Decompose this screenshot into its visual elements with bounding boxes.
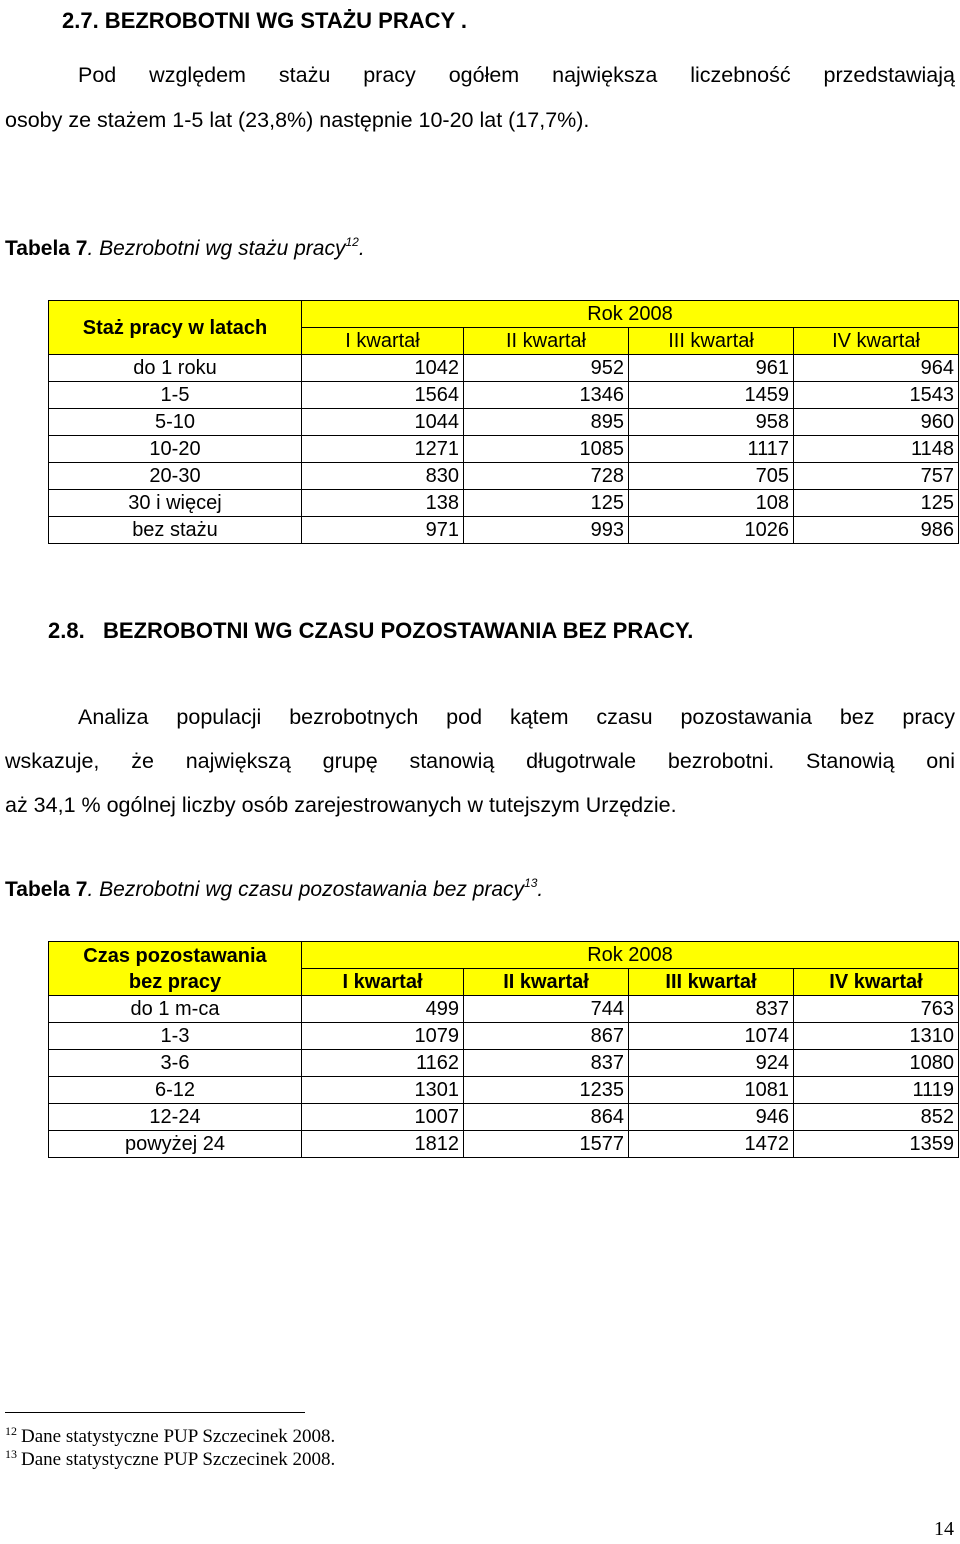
row-label: 3-6 bbox=[49, 1050, 302, 1077]
table-row bbox=[49, 409, 959, 436]
table-row bbox=[49, 463, 959, 490]
cell-value: 1301 bbox=[302, 1077, 464, 1104]
cell-value: 1235 bbox=[464, 1077, 629, 1104]
column-header-q3: III kwartał bbox=[629, 969, 794, 996]
cell-value: 1085 bbox=[464, 436, 629, 463]
footnote-number: 13 bbox=[5, 1447, 17, 1461]
column-header-staz: Staż pracy w latach bbox=[49, 301, 302, 355]
section-2-8-paragraph-line-3: aż 34,1 % ogólnej liczby osób zarejestrowanych w tutejszym Urzędzie. bbox=[5, 793, 677, 817]
table-czas-pozostawania bbox=[48, 941, 959, 1158]
cell-value: 830 bbox=[302, 463, 464, 490]
cell-value: 1080 bbox=[794, 1050, 959, 1077]
cell-value: 837 bbox=[629, 996, 794, 1023]
cell-value: 1310 bbox=[794, 1023, 959, 1050]
table-row bbox=[49, 1131, 959, 1158]
table-row bbox=[49, 1104, 959, 1131]
table-row bbox=[49, 490, 959, 517]
table-row bbox=[49, 996, 959, 1023]
cell-value: 757 bbox=[794, 463, 959, 490]
table-7b-caption bbox=[5, 877, 543, 903]
cell-value: 958 bbox=[629, 409, 794, 436]
cell-value: 108 bbox=[629, 490, 794, 517]
cell-value: 1079 bbox=[302, 1023, 464, 1050]
row-label: 6-12 bbox=[49, 1077, 302, 1104]
caption-end: . bbox=[537, 878, 544, 901]
cell-value: 971 bbox=[302, 517, 464, 544]
cell-value: 125 bbox=[464, 490, 629, 517]
cell-value: 1543 bbox=[794, 382, 959, 409]
table-row bbox=[49, 1077, 959, 1104]
cell-value: 986 bbox=[794, 517, 959, 544]
paragraph-line: osoby ze stażem 1-5 lat (23,8%) następnie 10-20 lat (17,7%). bbox=[5, 108, 590, 132]
column-header-q4: IV kwartał bbox=[794, 969, 959, 996]
footnote-ref-13: 13 bbox=[524, 876, 538, 890]
table-row bbox=[49, 355, 959, 382]
column-header-q1: I kwartał bbox=[302, 328, 464, 355]
cell-value: 1044 bbox=[302, 409, 464, 436]
page-number: 14 bbox=[934, 1518, 954, 1540]
cell-value: 1119 bbox=[794, 1077, 959, 1104]
cell-value: 705 bbox=[629, 463, 794, 490]
table-row bbox=[49, 1050, 959, 1077]
section-heading-2-7: 2.7. BEZROBOTNI WG STAŻU PRACY . bbox=[62, 8, 467, 33]
cell-value: 1042 bbox=[302, 355, 464, 382]
column-header-q3: III kwartał bbox=[629, 328, 794, 355]
table-row bbox=[49, 436, 959, 463]
footnote-separator bbox=[5, 1412, 305, 1413]
row-label: do 1 roku bbox=[49, 355, 302, 382]
row-label: 5-10 bbox=[49, 409, 302, 436]
table-staz-pracy bbox=[48, 300, 959, 544]
table-row bbox=[49, 382, 959, 409]
caption-title: . Bezrobotni wg stażu pracy bbox=[87, 237, 346, 260]
cell-value: 1812 bbox=[302, 1131, 464, 1158]
footnote-12 bbox=[5, 1426, 335, 1448]
cell-value: 499 bbox=[302, 996, 464, 1023]
cell-value: 1026 bbox=[629, 517, 794, 544]
column-header-q4: IV kwartał bbox=[794, 328, 959, 355]
caption-label: Tabela 7 bbox=[5, 237, 88, 260]
footnote-text: Dane statystyczne PUP Szczecinek 2008. bbox=[21, 1449, 336, 1470]
column-header-year: Rok 2008 bbox=[302, 942, 959, 969]
row-label: 1-3 bbox=[49, 1023, 302, 1050]
caption-label: Tabela 7 bbox=[5, 878, 88, 901]
cell-value: 952 bbox=[464, 355, 629, 382]
table-7-caption bbox=[5, 236, 365, 262]
cell-value: 763 bbox=[794, 996, 959, 1023]
cell-value: 1007 bbox=[302, 1104, 464, 1131]
row-label: 10-20 bbox=[49, 436, 302, 463]
section-2-7-paragraph-cont bbox=[5, 100, 955, 140]
cell-value: 960 bbox=[794, 409, 959, 436]
cell-value: 1148 bbox=[794, 436, 959, 463]
cell-value: 867 bbox=[464, 1023, 629, 1050]
cell-value: 1074 bbox=[629, 1023, 794, 1050]
caption-title: . Bezrobotni wg czasu pozostawania bez pracy bbox=[87, 878, 525, 901]
column-header-czas-line-2: bez pracy bbox=[128, 970, 222, 993]
column-header-q2: II kwartał bbox=[464, 328, 629, 355]
footnote-number: 12 bbox=[5, 1424, 17, 1438]
cell-value: 1271 bbox=[302, 436, 464, 463]
column-header-czas bbox=[49, 942, 302, 996]
footnote-text: Dane statystyczne PUP Szczecinek 2008. bbox=[21, 1426, 336, 1447]
cell-value: 1081 bbox=[629, 1077, 794, 1104]
column-header-q1: I kwartał bbox=[302, 969, 464, 996]
cell-value: 1346 bbox=[464, 382, 629, 409]
row-label: 12-24 bbox=[49, 1104, 302, 1131]
cell-value: 125 bbox=[794, 490, 959, 517]
cell-value: 946 bbox=[629, 1104, 794, 1131]
cell-value: 728 bbox=[464, 463, 629, 490]
cell-value: 1472 bbox=[629, 1131, 794, 1158]
cell-value: 961 bbox=[629, 355, 794, 382]
cell-value: 138 bbox=[302, 490, 464, 517]
caption-end: . bbox=[358, 237, 365, 260]
section-2-8-paragraph-line-2: wskazuje, że największą grupę stanowią długotrwale bezrobotni. Stanowią oni bbox=[5, 749, 955, 773]
cell-value: 864 bbox=[464, 1104, 629, 1131]
row-label: powyżej 24 bbox=[49, 1131, 302, 1158]
cell-value: 837 bbox=[464, 1050, 629, 1077]
cell-value: 1577 bbox=[464, 1131, 629, 1158]
row-label: 1-5 bbox=[49, 382, 302, 409]
row-label: 30 i więcej bbox=[49, 490, 302, 517]
row-label: bez stażu bbox=[49, 517, 302, 544]
section-2-7-paragraph bbox=[5, 55, 955, 95]
table-row bbox=[49, 1023, 959, 1050]
cell-value: 852 bbox=[794, 1104, 959, 1131]
cell-value: 744 bbox=[464, 996, 629, 1023]
cell-value: 895 bbox=[464, 409, 629, 436]
section-2-8-paragraph-line-1: Analiza populacji bezrobotnych pod kątem czasu pozostawania bez pracy bbox=[78, 705, 955, 729]
section-heading-2-8: 2.8. BEZROBOTNI WG CZASU POZOSTAWANIA BEZ PRACY. bbox=[48, 618, 694, 643]
cell-value: 924 bbox=[629, 1050, 794, 1077]
cell-value: 1459 bbox=[629, 382, 794, 409]
column-header-q2: II kwartał bbox=[464, 969, 629, 996]
cell-value: 1117 bbox=[629, 436, 794, 463]
footnote-13 bbox=[5, 1449, 335, 1471]
cell-value: 993 bbox=[464, 517, 629, 544]
cell-value: 1359 bbox=[794, 1131, 959, 1158]
table-row bbox=[49, 517, 959, 544]
row-label: do 1 m-ca bbox=[49, 996, 302, 1023]
footnote-ref-12: 12 bbox=[345, 235, 359, 249]
paragraph-line: Pod względem stażu pracy ogółem największa liczebność przedstawiają bbox=[78, 63, 955, 87]
row-label: 20-30 bbox=[49, 463, 302, 490]
column-header-year: Rok 2008 bbox=[302, 301, 959, 328]
column-header-czas-line-1: Czas pozostawania bbox=[83, 944, 267, 967]
cell-value: 1162 bbox=[302, 1050, 464, 1077]
cell-value: 964 bbox=[794, 355, 959, 382]
cell-value: 1564 bbox=[302, 382, 464, 409]
